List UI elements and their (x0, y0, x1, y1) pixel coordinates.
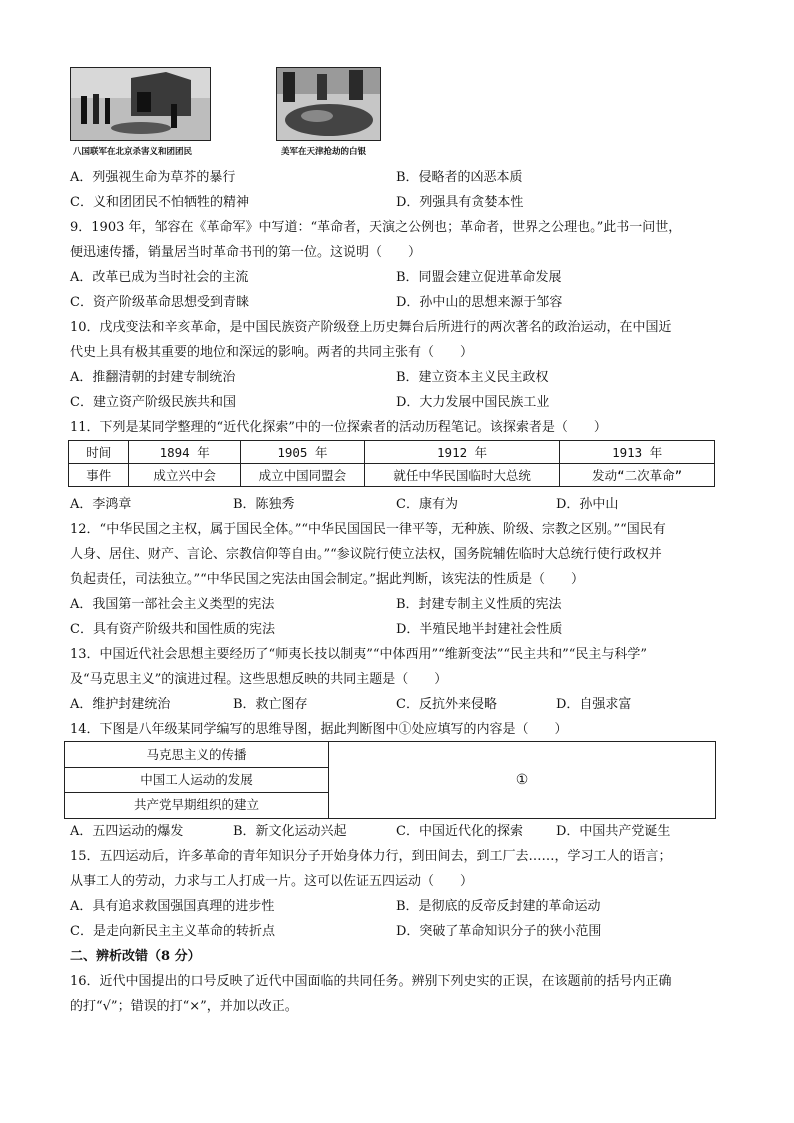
q13-option-d: D．自强求富 (556, 697, 632, 712)
q14-stem-line1: 14．下图是八年级某同学编写的思维导图，据此判断图中①处应填写的内容是（ ） (70, 722, 568, 737)
table-cell: 时间 (69, 441, 129, 464)
q9-option-b: B．同盟会建立促进革命发展 (396, 270, 562, 285)
mind-map-item: 共产党早期组织的建立 (133, 797, 259, 812)
q11-option-d: D．孙中山 (556, 497, 619, 512)
q8-option-b: B．侵略者的凶恶本质 (396, 170, 523, 185)
q9-stem-line1: 9．1903 年，邹容在《革命军》中写道：“革命者，天演之公例也；革命者，世界之公理也。”此书一问世， (70, 220, 682, 235)
q13-option-b: B．救亡图存 (233, 697, 308, 712)
q11-option-c: C．康有为 (396, 497, 458, 512)
q11-option-b: B．陈独秀 (233, 497, 295, 512)
q14-option-a: A．五四运动的爆发 (70, 824, 184, 839)
q12-option-b: B．封建专制主义性质的宪法 (396, 597, 562, 612)
mind-map-items (65, 742, 329, 818)
photo-boxer-execution-image (71, 68, 210, 140)
q9-option-d: D．孙中山的思想来源于邹容 (396, 295, 563, 310)
q15-option-b: B．是彻底的反帝反封建的革命运动 (396, 899, 601, 914)
q14-option-c: C．中国近代化的探索 (396, 824, 523, 839)
table-cell: 1913 年 (560, 441, 715, 464)
table-row (69, 441, 715, 464)
q12-stem-line1: 12．“中华民国之主权，属于国民全体。”“中华民国国民一律平等，无种族、阶级、宗教之区别。”“国民有 (70, 522, 666, 537)
table-cell: 事件 (69, 464, 129, 487)
q12-option-d: D．半殖民地半封建社会性质 (396, 622, 563, 637)
q15-stem-line2: 从事工人的劳动，力求与工人打成一片。这可以佐证五四运动（ ） (70, 874, 474, 889)
table-cell: 1912 年 (364, 441, 560, 464)
q10-option-d: D．大力发展中国民族工业 (396, 395, 550, 410)
q13-stem-line2: 及“马克思主义”的演进过程。这些思想反映的共同主题是（ ） (70, 672, 448, 687)
q9-option-a: A．改革已成为当时社会的主流 (70, 270, 249, 285)
q10-option-a: A．推翻清朝的封建专制统治 (70, 370, 236, 385)
q15-stem-line1: 15．五四运动后，许多革命的青年知识分子开始身体力行，到田间去，到工厂去……，学习工人的语言； (70, 849, 672, 864)
q10-option-c: C．建立资产阶级民族共和国 (70, 395, 236, 410)
table-row (69, 464, 715, 487)
table-cell: 就任中华民国临时大总统 (364, 464, 560, 487)
q13-stem-line1: 13．中国近代社会思想主要经历了“师夷长技以制夷”“中体西用”“维新变法”“民主共和”“民主与科学” (70, 647, 648, 662)
q12-stem-line3: 负起责任，司法独立。”“中华民国之宪法由国会制定。”据此判断，该宪法的性质是（ ） (70, 572, 584, 587)
photo-caption-left: 八国联军在北京杀害义和团团民 (73, 147, 193, 157)
q15-option-c: C．是走向新民主主义革命的转折点 (70, 924, 275, 939)
table-cell: 1905 年 (240, 441, 364, 464)
q12-option-a: A．我国第一部社会主义类型的宪法 (70, 597, 275, 612)
q15-option-a: A．具有追求救国强国真理的进步性 (70, 899, 275, 914)
q12-stem-line2: 人身、居住、财产、言论、宗教信仰等自由。”“参议院行使立法权，国务院辅佐临时大总统行使行政权并 (70, 547, 662, 562)
q8-option-c: C．义和团团民不怕牺牲的精神 (70, 195, 249, 210)
photo-silver-looting (276, 67, 381, 141)
q16-stem-line1: 16．近代中国提出的口号反映了近代中国面临的共同任务。辨别下列史实的正误，在该题前的括号内正确 (70, 974, 672, 989)
mind-map-item: 中国工人运动的发展 (65, 767, 328, 793)
q14-option-b: B．新文化运动兴起 (233, 824, 347, 839)
section-heading: 二、辨析改错（8 分） (70, 949, 201, 964)
mind-map-blank: ① (515, 772, 529, 788)
q8-option-d: D．列强具有贪婪本性 (396, 195, 524, 210)
table-cell: 发动“二次革命” (560, 464, 715, 487)
q13-option-c: C．反抗外来侵略 (396, 697, 497, 712)
q14-option-d: D．中国共产党诞生 (556, 824, 671, 839)
table-cell: 成立兴中会 (129, 464, 241, 487)
q12-option-c: C．具有资产阶级共和国性质的宪法 (70, 622, 275, 637)
q13-option-a: A．维护封建统治 (70, 697, 171, 712)
q14-mind-map (64, 741, 716, 819)
mind-map-item: 马克思主义的传播 (65, 742, 328, 768)
table-cell: 成立中国同盟会 (240, 464, 364, 487)
photo-caption-right: 美军在天津抢劫的白银 (281, 147, 367, 157)
q11-timeline-table (68, 440, 715, 487)
q15-option-d: D．突破了革命知识分子的狭小范围 (396, 924, 602, 939)
q8-option-a: A．列强视生命为草芥的暴行 (70, 170, 236, 185)
q10-option-b: B．建立资本主义民主政权 (396, 370, 549, 385)
q16-stem-line2: 的打“√”；错误的打“×”，并加以改正。 (70, 999, 298, 1014)
q11-stem-line1: 11．下列是某同学整理的“近代化探索”中的一位探索者的活动历程笔记。该探索者是（ ） (70, 420, 607, 435)
q11-option-a: A．李鸿章 (70, 497, 132, 512)
q9-stem-line2: 便迅速传播，销量居当时革命书刊的第一位。这说明（ ） (70, 245, 422, 260)
q10-stem-line1: 10．戊戌变法和辛亥革命，是中国民族资产阶级登上历史舞台后所进行的两次著名的政治运动，在中国近 (70, 320, 672, 335)
photo-silver-looting-image (277, 68, 380, 140)
q9-option-c: C．资产阶级革命思想受到青睐 (70, 295, 249, 310)
photo-boxer-execution (70, 67, 211, 141)
table-cell: 1894 年 (129, 441, 241, 464)
q10-stem-line2: 代史上具有极其重要的地位和深远的影响。两者的共同主张有（ ） (70, 345, 474, 360)
